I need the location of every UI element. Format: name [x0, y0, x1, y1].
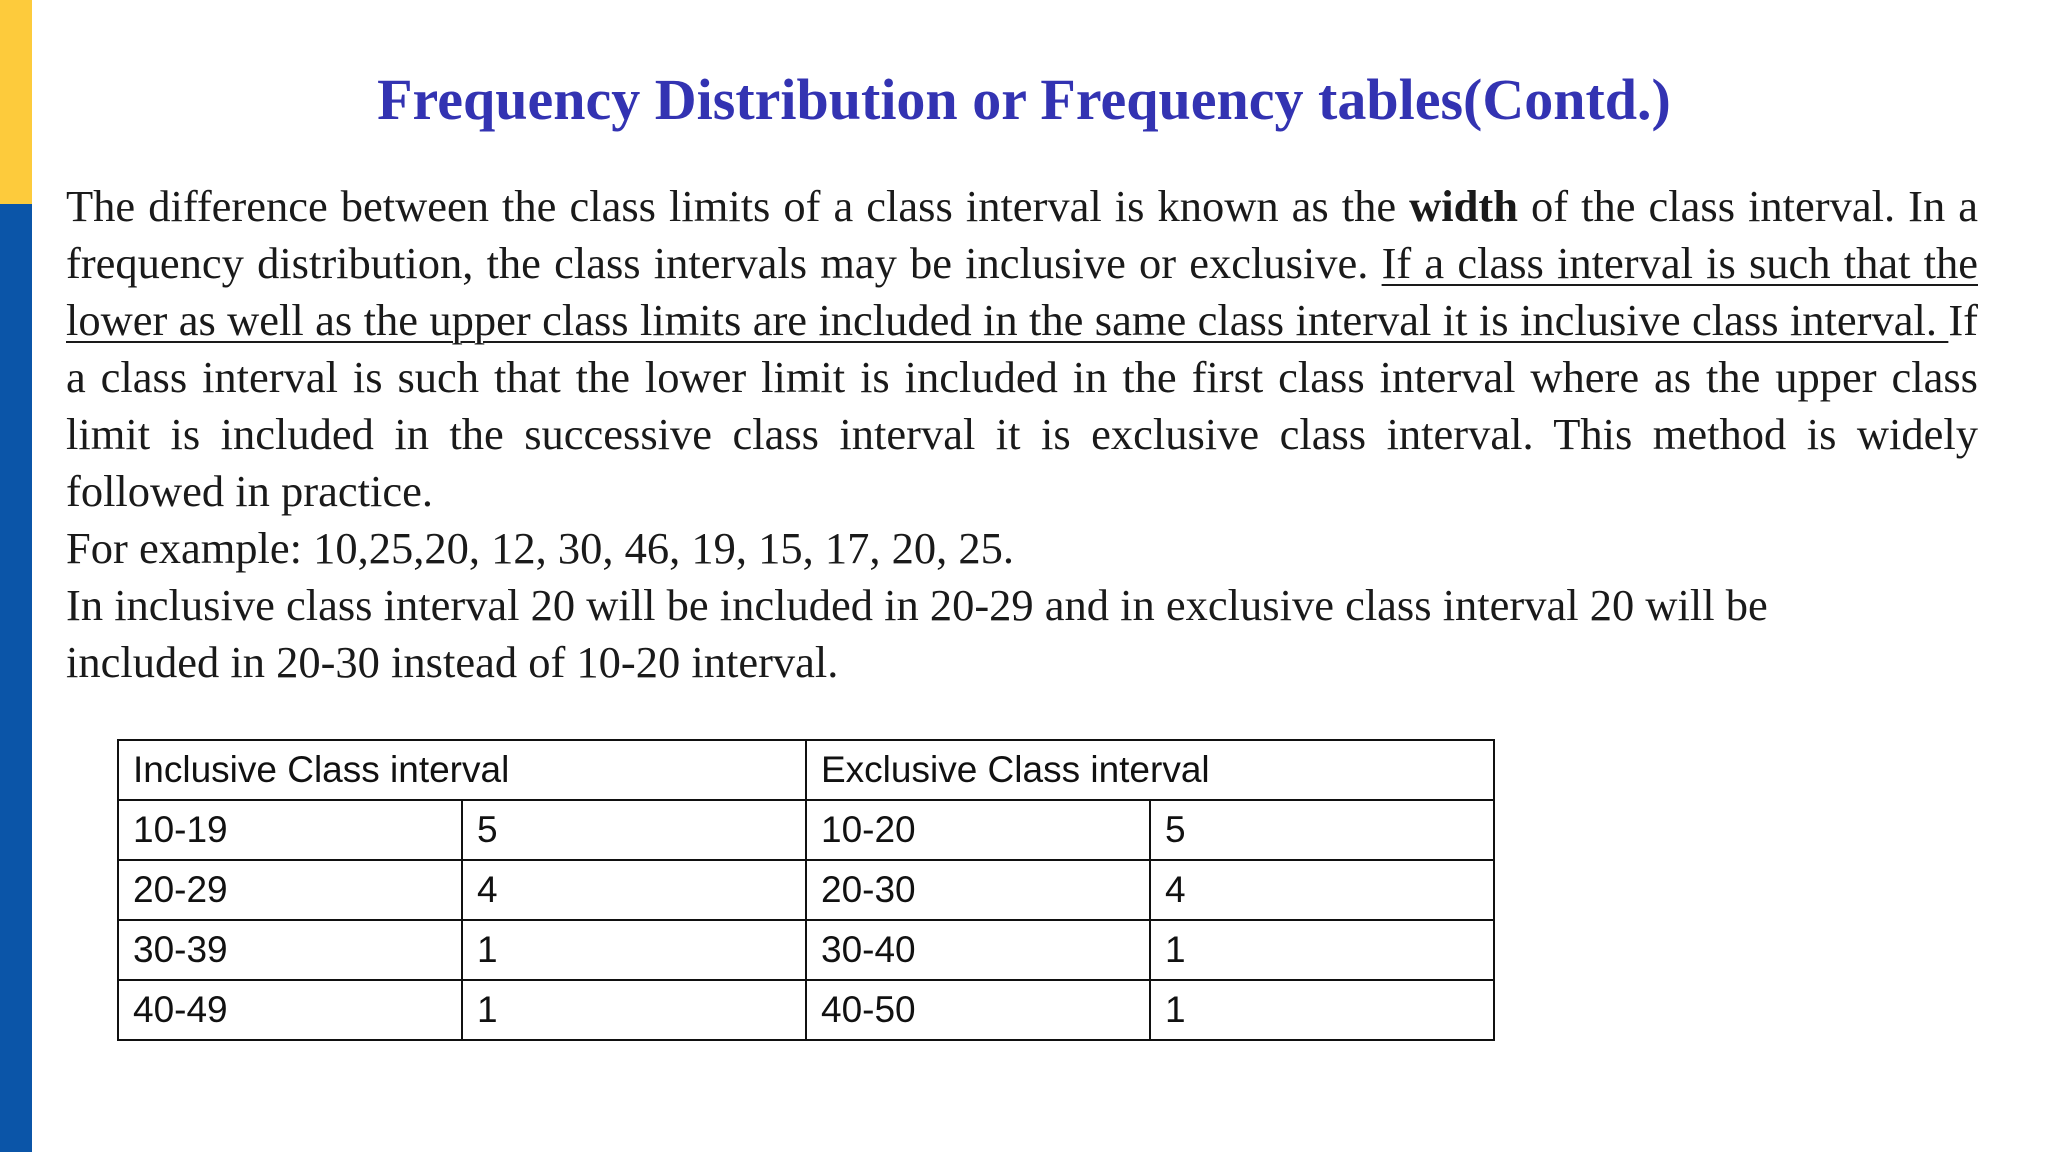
width-term: width — [1409, 181, 1518, 231]
exclusive-frequency-cell: 1 — [1150, 980, 1494, 1040]
inclusive-interval-cell: 10-19 — [118, 800, 462, 860]
exclusive-interval-cell: 40-50 — [806, 980, 1150, 1040]
inclusive-frequency-cell: 5 — [462, 800, 806, 860]
table-row — [118, 980, 1494, 1040]
inclusive-definition: If a class interval is such that the lower as well as the upper class limits are included in the same class interval it is inclusive class interval. — [66, 238, 1978, 345]
exclusive-interval-cell: 10-20 — [806, 800, 1150, 860]
exclusive-frequency-cell: 4 — [1150, 860, 1494, 920]
explanation-line-1: In inclusive class interval 20 will be included in 20-29 and in exclusive class interval 20 will be — [66, 580, 1768, 630]
inclusive-interval-cell: 40-49 — [118, 980, 462, 1040]
example-line: For example: 10,25,20, 12, 30, 46, 19, 15, 17, 20, 25. — [66, 523, 1015, 573]
inclusive-frequency-cell: 1 — [462, 980, 806, 1040]
table-header-row — [118, 740, 1494, 800]
table-row — [118, 920, 1494, 980]
inclusive-frequency-cell: 1 — [462, 920, 806, 980]
exclusive-header: Exclusive Class interval — [806, 740, 1494, 800]
explanation-line-2: included in 20-30 instead of 10-20 interval. — [66, 637, 839, 687]
exclusive-interval-cell: 20-30 — [806, 860, 1150, 920]
definition-text-continued: of the class interval. In a frequency distribution, the class intervals may be inclusive or exclusive. — [66, 181, 1978, 288]
inclusive-interval-cell: 30-39 — [118, 920, 462, 980]
exclusive-frequency-cell: 5 — [1150, 800, 1494, 860]
inclusive-interval-cell: 20-29 — [118, 860, 462, 920]
inclusive-header: Inclusive Class interval — [118, 740, 806, 800]
body-text — [66, 178, 1978, 691]
table-row — [118, 860, 1494, 920]
slide-title: Frequency Distribution or Frequency tables(Contd.) — [377, 67, 1671, 132]
exclusive-interval-cell: 30-40 — [806, 920, 1150, 980]
definition-text: The difference between the class limits of a class interval is known as the — [66, 181, 1410, 231]
table-row — [118, 800, 1494, 860]
inclusive-frequency-cell: 4 — [462, 860, 806, 920]
exclusive-definition: If a class interval is such that the lower limit is included in the first class interval where as the upper class limit is included in the successive class interval it is exclusive class interval. This method is widely followed in practice. — [66, 295, 1978, 516]
class-interval-table — [117, 739, 1495, 1041]
exclusive-frequency-cell: 1 — [1150, 920, 1494, 980]
definition-paragraph — [66, 178, 1978, 520]
